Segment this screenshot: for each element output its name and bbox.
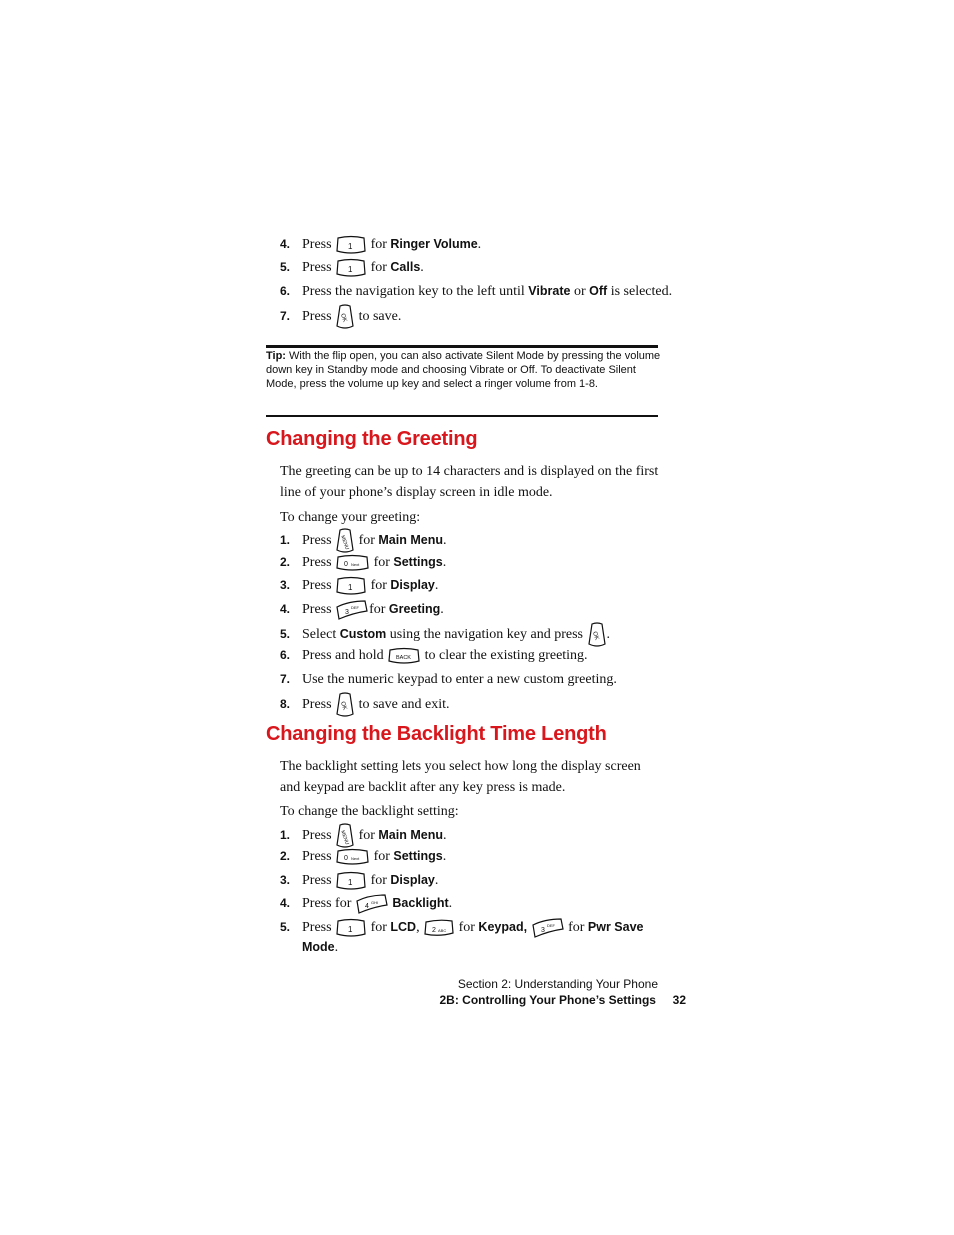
svg-text:3: 3 [540, 927, 545, 934]
key-1-icon [335, 258, 367, 278]
key-4-ghi-icon [355, 893, 389, 915]
svg-text:Next: Next [351, 561, 360, 567]
svg-text:1: 1 [348, 925, 353, 934]
key-2-abc-icon [423, 918, 455, 938]
step-ringer-volume: 4. Press 1 for Ringer Volume. [280, 234, 481, 254]
ok-key-icon [335, 692, 355, 718]
footer-chapter: 2B: Controlling Your Phone’s Settings 32 [439, 993, 686, 1007]
svg-text:OK: OK [338, 312, 348, 324]
greeting-intro: To change your greeting: [280, 510, 421, 525]
footer-section: Section 2: Understanding Your Phone [457, 977, 658, 991]
greeting-paragraph: The greeting can be up to 14 characters and is displayed on the first line of your phone’s display screen in idle mode. [280, 464, 659, 500]
backlight-intro: To change the backlight setting: [280, 804, 459, 819]
backlight-paragraph: The backlight setting lets you select how long the display screen and keypad are backlit after any key press is made. [280, 759, 641, 795]
key-1-icon [335, 235, 367, 255]
svg-text:BACK: BACK [396, 654, 412, 661]
tip-label: Tip: [266, 350, 286, 362]
tip-top-rule [266, 345, 658, 348]
step-number: 6. [280, 284, 291, 298]
key-0-next-icon [335, 848, 370, 866]
svg-text:GHI: GHI [370, 900, 379, 905]
backlight-step-5-continued: Mode. [302, 940, 339, 955]
greeting-step-6: 6. Press and hold BACK to clear the existing greeting. [280, 648, 588, 663]
step-number: 5. [280, 260, 291, 274]
greeting-step-4: 4. Press 3 DEF for Greeting. [280, 599, 444, 619]
backlight-step-5: 5. Press 1 for LCD, 2 ABC for Keypad, 3 DEF for Pwr Save [280, 917, 643, 937]
svg-text:0: 0 [344, 560, 348, 568]
greeting-step-7: 7. Use the numeric keypad to enter a new custom greeting. [280, 672, 617, 687]
key-0-next-icon [335, 554, 370, 572]
svg-text:1: 1 [348, 877, 353, 887]
ok-key-icon [587, 622, 607, 648]
greeting-step-8: 8. Press OK to save and exit. [280, 692, 450, 712]
menu-key-icon [335, 528, 355, 554]
key-1-icon [335, 918, 367, 938]
backlight-step-3: 3. Press 1 for Display. [280, 870, 438, 890]
svg-text:DEF: DEF [351, 605, 360, 610]
key-3-def-icon [335, 599, 369, 621]
greeting-step-5: 5. Select Custom using the navigation key and press OK . [280, 622, 610, 642]
svg-text:1: 1 [348, 241, 353, 251]
svg-text:Next: Next [351, 855, 360, 861]
step-number: 7. [280, 309, 291, 324]
page-number: 32 [672, 993, 686, 1007]
tip-text: With the flip open, you can also activate Silent Mode by pressing the volume down key in Standby mode and choosing Vibrate or Off. To deactivate Silent Mode, press the volume up key and select a ringer volume from 1-8. [266, 350, 661, 390]
backlight-step-1: 1. Press MENU for Main Menu. [280, 823, 446, 843]
tip-bottom-rule [266, 415, 658, 417]
svg-text:0: 0 [344, 854, 348, 862]
backlight-step-4: 4. Press for 4 GHI Backlight. [280, 893, 452, 913]
key-3-def-icon [531, 917, 565, 939]
backlight-step-2: 2. Press 0 Next for Settings. [280, 849, 447, 864]
backlight-heading: Changing the Backlight Time Length [266, 723, 607, 745]
key-1-icon [335, 871, 367, 891]
svg-text:1: 1 [348, 264, 353, 274]
svg-text:MENU: MENU [339, 829, 350, 846]
svg-text:MENU: MENU [339, 534, 350, 551]
greeting-step-1: 1. Press MENU for Main Menu. [280, 528, 446, 548]
tip-box [266, 349, 661, 391]
back-key-icon [387, 647, 421, 665]
step-vibrate-off: 6. Press the navigation key to the left until Vibrate or Off is selected. [280, 281, 672, 301]
key-1-icon [335, 576, 367, 596]
greeting-step-2: 2. Press 0 Next for Settings. [280, 555, 447, 570]
svg-text:ABC: ABC [438, 928, 447, 933]
svg-text:3: 3 [345, 609, 349, 616]
svg-text:4: 4 [364, 903, 369, 910]
greeting-step-3: 3. Press 1 for Display. [280, 575, 438, 595]
ok-key-icon [335, 304, 355, 330]
greeting-heading: Changing the Greeting [266, 428, 478, 450]
step-save: 7. Press OK to save. [280, 304, 401, 324]
step-number: 4. [280, 237, 291, 251]
svg-text:1: 1 [348, 582, 353, 592]
svg-text:2: 2 [432, 927, 436, 934]
svg-text:OK: OK [338, 700, 348, 712]
svg-text:OK: OK [590, 630, 600, 642]
svg-text:DEF: DEF [546, 923, 555, 928]
step-calls: 5. Press 1 for Calls. [280, 257, 424, 277]
